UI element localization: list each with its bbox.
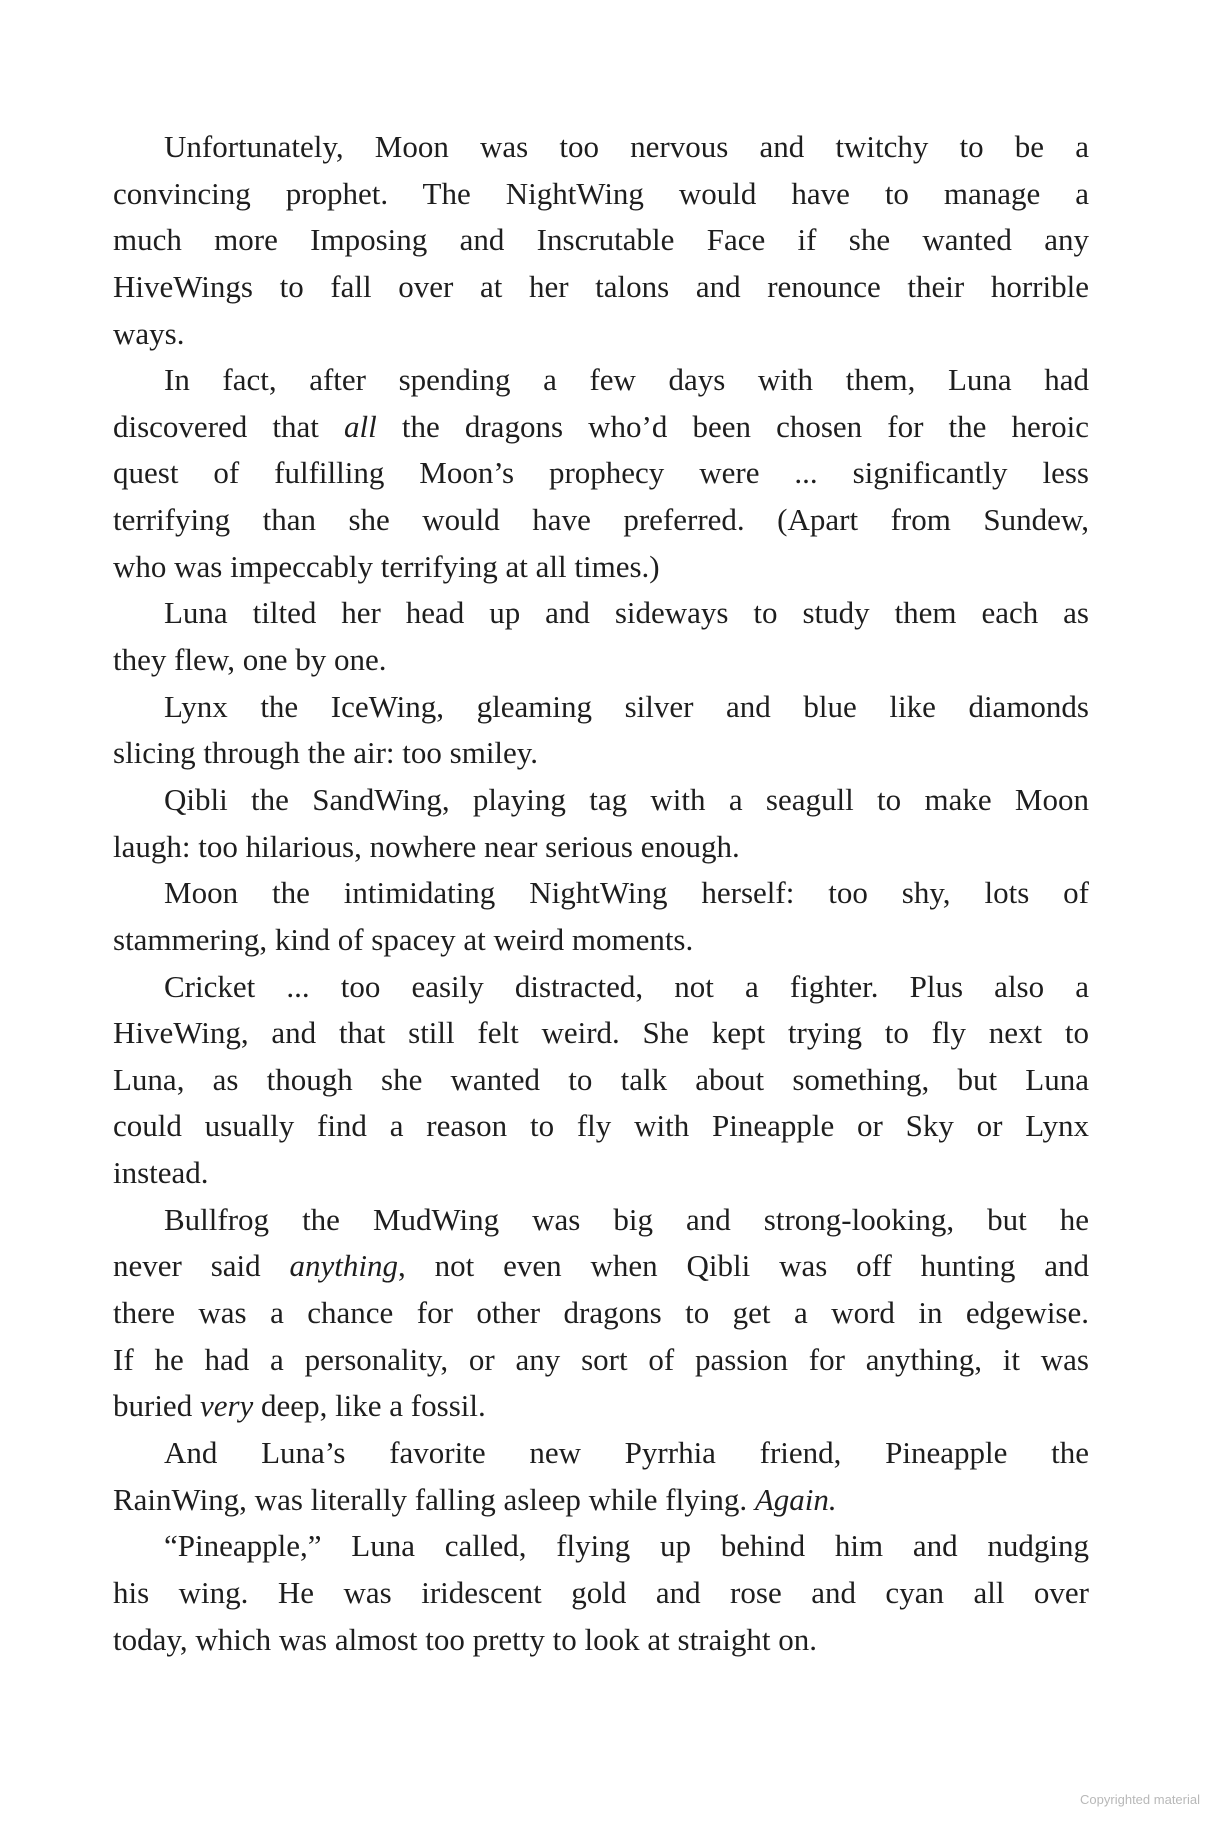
text-segment: deep, like a fossil. (253, 1388, 486, 1424)
text-line (113, 1523, 1089, 1570)
text-line (113, 404, 1089, 451)
text-segment: “Pineapple,” Luna called, flying up behind him and nudging (164, 1528, 1089, 1564)
text-segment: never said (113, 1248, 290, 1284)
text-segment: buried (113, 1388, 200, 1424)
text-segment: stammering, kind of spacey at weird moments. (113, 921, 694, 957)
text-line (113, 1057, 1089, 1104)
text-segment: Lynx the IceWing, gleaming silver and blue like diamonds (164, 688, 1089, 724)
text-line (113, 357, 1089, 404)
text-segment: discovered that (113, 408, 345, 444)
text-segment: laugh: too hilarious, nowhere near serious enough. (113, 828, 740, 864)
text-line (113, 171, 1089, 218)
text-line (113, 824, 1089, 871)
text-line (113, 1617, 1089, 1664)
text-segment: the dragons who’d been chosen for the heroic (376, 408, 1090, 444)
text-segment: today, which was almost too pretty to look at straight on. (113, 1621, 817, 1657)
text-segment: And Luna’s favorite new Pyrrhia friend, Pineapple the (164, 1434, 1089, 1470)
text-line (113, 730, 1089, 777)
text-line (113, 450, 1089, 497)
text-segment: terrifying than she would have preferred. (Apart from Sundew, (113, 502, 1089, 538)
text-segment: instead. (113, 1155, 209, 1191)
text-line (113, 1430, 1089, 1477)
text-segment: much more Imposing and Inscrutable Face if she wanted any (113, 222, 1089, 258)
text-segment: slicing through the air: too smiley. (113, 735, 539, 771)
text-line (113, 1150, 1089, 1197)
text-segment: Cricket ... too easily distracted, not a fighter. Plus also a (164, 968, 1089, 1004)
text-segment: , not even when Qibli was off hunting and (398, 1248, 1089, 1284)
text-segment: HiveWing, and that still felt weird. She kept trying to fly next to (113, 1015, 1089, 1051)
text-segment: Luna, as though she wanted to talk about something, but Luna (113, 1061, 1089, 1097)
italic-text: all (344, 408, 377, 444)
text-line (113, 1383, 1089, 1430)
text-line (113, 124, 1089, 171)
text-segment: If he had a personality, or any sort of passion for anything, it was (113, 1341, 1089, 1377)
text-segment: Unfortunately, Moon was too nervous and twitchy to be a (164, 129, 1089, 164)
text-line (113, 1477, 1089, 1524)
text-segment: quest of fulfilling Moon’s prophecy were ... significantly less (113, 455, 1089, 491)
text-line (113, 1010, 1089, 1057)
text-segment: who was impeccably terrifying at all times.) (113, 548, 660, 584)
text-segment: Qibli the SandWing, playing tag with a seagull to make Moon (164, 781, 1089, 817)
text-segment: could usually find a reason to fly with Pineapple or Sky or Lynx (113, 1108, 1089, 1144)
text-segment: In fact, after spending a few days with them, Luna had (164, 362, 1089, 398)
text-line (113, 637, 1089, 684)
text-line (113, 1197, 1089, 1244)
text-line (113, 264, 1089, 311)
text-line (113, 684, 1089, 731)
italic-text: anything (289, 1248, 399, 1284)
text-segment: HiveWings to fall over at her talons and renounce their horrible (113, 268, 1089, 304)
text-line (113, 964, 1089, 1011)
text-line (113, 1570, 1089, 1617)
text-line (113, 870, 1089, 917)
italic-text: Again. (754, 1481, 837, 1517)
text-line (113, 497, 1089, 544)
copyright-watermark: Copyrighted material (1080, 1792, 1200, 1807)
italic-text: very (199, 1388, 254, 1424)
text-line (113, 1243, 1089, 1290)
text-line (113, 590, 1089, 637)
text-line (113, 917, 1089, 964)
text-segment: Moon the intimidating NightWing herself: too shy, lots of (164, 875, 1089, 911)
text-segment: convincing prophet. The NightWing would have to manage a (113, 175, 1089, 211)
text-segment: ways. (113, 315, 185, 351)
text-line (113, 217, 1089, 264)
text-segment: there was a chance for other dragons to get a word in edgewise. (113, 1295, 1089, 1331)
text-segment: Bullfrog the MudWing was big and strong-looking, but he (164, 1201, 1089, 1237)
text-segment: RainWing, was literally falling asleep while flying. (113, 1481, 755, 1517)
text-segment: they flew, one by one. (113, 642, 387, 678)
book-page-body (113, 124, 1089, 1663)
text-line (113, 777, 1089, 824)
text-segment: Luna tilted her head up and sideways to study them each as (164, 595, 1089, 631)
text-line (113, 311, 1089, 358)
text-line (113, 1103, 1089, 1150)
text-segment: his wing. He was iridescent gold and rose and cyan all over (113, 1574, 1089, 1610)
text-line (113, 1337, 1089, 1384)
text-line (113, 1290, 1089, 1337)
text-line (113, 544, 1089, 591)
